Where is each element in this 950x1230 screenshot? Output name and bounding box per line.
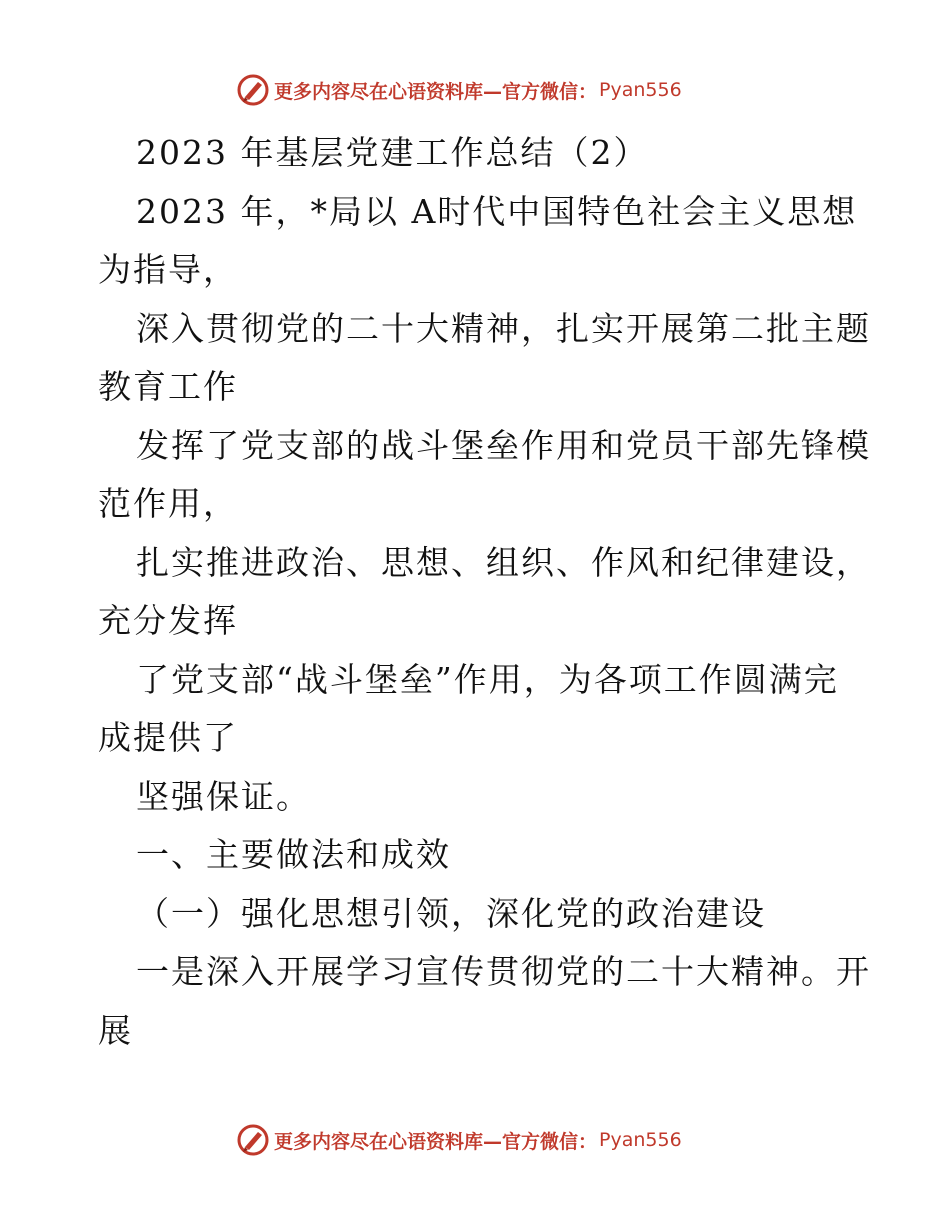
document-line: 2023 年基层党建工作总结（2） — [136, 133, 649, 172]
document-line: 了党支部“战斗堡垒”作用，为各项工作圆满完 — [136, 659, 839, 699]
document-line: 深入贯彻党的二十大精神，扎实开展第二批主题 — [136, 308, 871, 348]
watermark-brand: Pyan556 — [599, 1129, 682, 1151]
document-line: 范作用， — [98, 484, 238, 523]
pen-seal-logo-icon — [236, 1123, 270, 1157]
document-line: 发挥了党支部的战斗堡垒作用和党员干部先锋模 — [136, 425, 871, 465]
header-watermark — [236, 72, 682, 108]
document-line: 一、主要做法和成效 — [136, 835, 451, 874]
footer-watermark — [236, 1122, 682, 1158]
document-line: 坚强保证。 — [136, 776, 311, 816]
document-line: 成提供了 — [98, 718, 238, 757]
document-line: 充分发挥 — [98, 601, 238, 640]
watermark-brand: Pyan556 — [599, 79, 682, 101]
watermark-text: 更多内容尽在心语资料库—官方微信： — [274, 80, 598, 103]
document-line: 教育工作 — [98, 367, 238, 406]
watermark-text: 更多内容尽在心语资料库—官方微信： — [274, 1130, 598, 1153]
document-line: 为指导， — [98, 250, 238, 289]
document-line: （一）强化思想引领，深化党的政治建设 — [136, 893, 766, 933]
document-line: 扎实推进政治、思想、组织、作风和纪律建设， — [136, 542, 871, 582]
pen-seal-logo-icon — [236, 73, 270, 107]
document-line: 展 — [98, 1010, 133, 1050]
document-body — [98, 124, 871, 1060]
document-line: 一是深入开展学习宣传贯彻党的二十大精神。开 — [136, 952, 871, 991]
document-line: 2023 年，*局以 A时代中国特色社会主义思想 — [136, 191, 858, 231]
